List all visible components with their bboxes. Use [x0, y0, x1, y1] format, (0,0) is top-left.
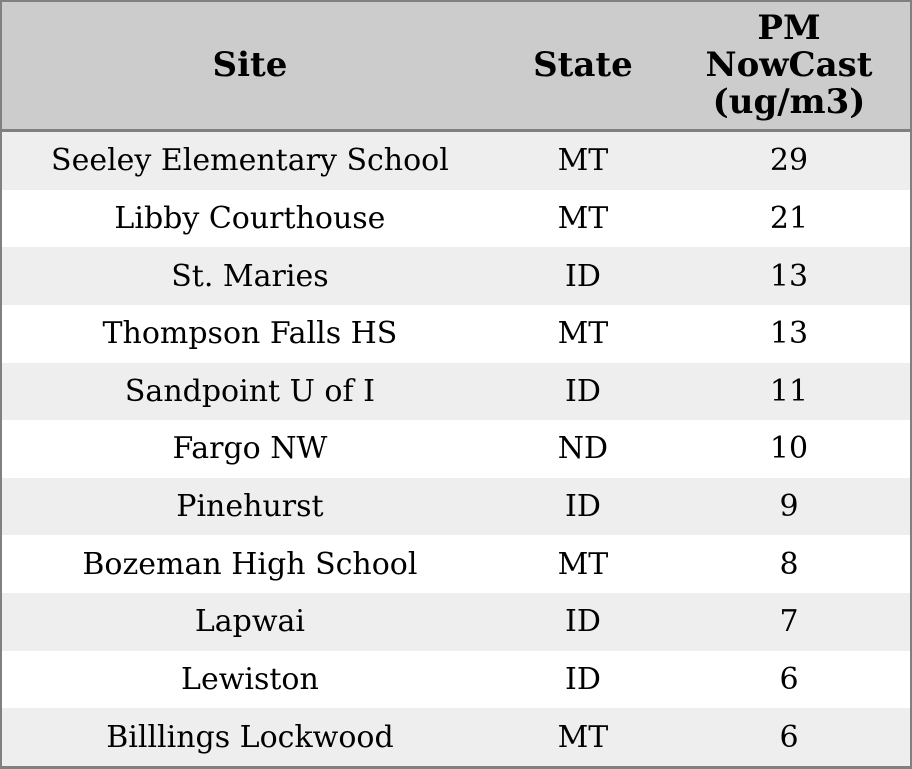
table-row [1, 131, 911, 190]
site-cell: Seeley Elementary School [51, 143, 449, 179]
pm-value-cell: 7 [779, 604, 799, 640]
table-row [1, 190, 911, 248]
pm-value-cell: 6 [779, 661, 799, 697]
pm-value-cell: 11 [769, 373, 809, 409]
table-row [1, 247, 911, 305]
table-row [1, 363, 911, 421]
state-cell: MT [557, 546, 609, 582]
site-cell: Lewiston [181, 661, 319, 697]
pm-value-cell: 21 [769, 200, 809, 236]
pm-value-cell: 13 [769, 258, 809, 294]
pm-value-cell: 8 [779, 546, 799, 582]
state-cell: ID [564, 489, 601, 525]
state-cell: MT [557, 316, 609, 352]
column-header-pm-nowcast [668, 1, 911, 131]
table-body [1, 131, 911, 768]
site-cell: Fargo NW [172, 431, 328, 467]
site-cell: Pinehurst [176, 489, 324, 525]
state-cell: ID [564, 604, 601, 640]
site-cell: Lapwai [194, 604, 306, 640]
state-cell: MT [557, 200, 609, 236]
site-cell: Libby Courthouse [114, 200, 386, 236]
column-header-state: State [498, 1, 668, 131]
table-row [1, 535, 911, 593]
state-cell: MT [557, 719, 609, 755]
pm-value-cell: 9 [779, 489, 799, 525]
site-cell: Bozeman High School [82, 546, 418, 582]
table-row [1, 651, 911, 709]
state-cell: ID [564, 373, 601, 409]
state-cell: ID [564, 258, 601, 294]
site-cell: Billlings Lockwood [106, 719, 394, 755]
table-row [1, 478, 911, 536]
table-row [1, 420, 911, 478]
table-header-row [1, 1, 911, 131]
site-cell: St. Maries [171, 258, 329, 294]
column-header-pm-nowcast-label: PM NowCast (ug/m3) [705, 8, 873, 122]
state-cell: ND [557, 431, 609, 467]
pm-value-cell: 10 [769, 431, 809, 467]
column-header-site: Site [1, 1, 498, 131]
pm-value-cell: 29 [769, 143, 809, 179]
pm-value-cell: 6 [779, 719, 799, 755]
table-row [1, 708, 911, 767]
pm-value-cell: 13 [769, 316, 809, 352]
table-row [1, 305, 911, 363]
table-header [1, 1, 911, 131]
site-cell: Sandpoint U of I [124, 373, 375, 409]
state-cell: MT [557, 143, 609, 179]
site-cell: Thompson Falls HS [102, 316, 398, 352]
table-row [1, 593, 911, 651]
state-cell: ID [564, 661, 601, 697]
